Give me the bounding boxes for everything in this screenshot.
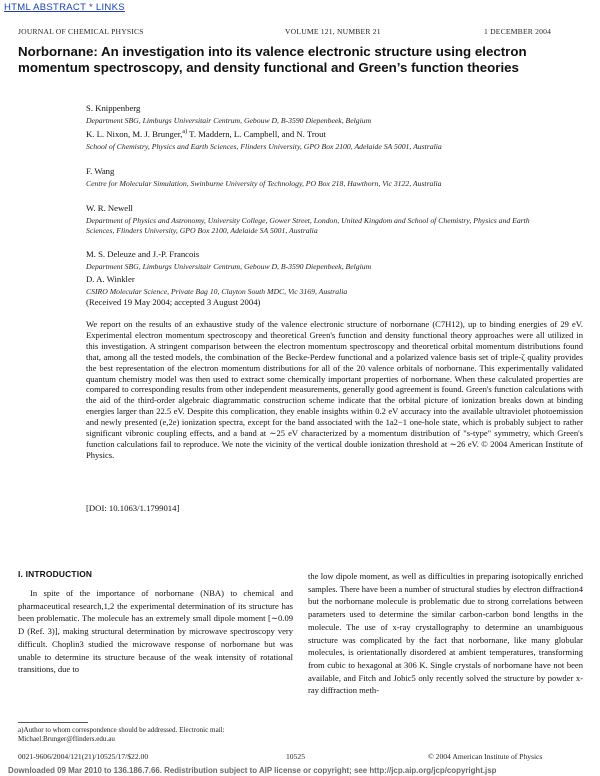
download-notice: Downloaded 09 Mar 2010 to 136.186.7.66. Redistribution subject to AIP license or copyright; see http://jcp.aip.org/jcp/copyright.jsp bbox=[8, 766, 497, 775]
author-line: F. Wang bbox=[86, 166, 115, 176]
intro-column-left: In spite of the importance of norbornane (NBA) to chemical and pharmaceutical research,1,2 the experimental determination of its structure has been problematic. The molecule has an extremely small dipole moment [∼0.09 D (Ref. 3)], making structural determination by microwave spectroscopy very difficult. Choplin3 studied the microwave response of norbornane but was unable to determine its structure because of the weak intensity of rotational transitions, due to bbox=[18, 588, 293, 675]
journal-name: JOURNAL OF CHEMICAL PHYSICS bbox=[18, 27, 144, 36]
doi[interactable]: [DOI: 10.1063/1.1799014] bbox=[86, 503, 180, 513]
footer-copyright: © 2004 American Institute of Physics bbox=[428, 752, 543, 761]
affiliation: School of Chemistry, Physics and Earth Sciences, Flinders University, GPO Box 2100, Adelaide SA 5001, Australia bbox=[86, 142, 442, 151]
footnote-divider bbox=[18, 722, 88, 723]
section-heading: I. INTRODUCTION bbox=[18, 569, 93, 579]
affiliation: Department of Physics and Astronomy, University College, Gower Street, London, United Kingdom and School of Chemistry, Physics and Earth Sciences, Flinders University, GPO Box 2100, Adelaide SA 5001, Australia bbox=[86, 216, 530, 235]
author-line bbox=[86, 129, 326, 139]
footer-issn: 0021-9606/2004/121(21)/10525/17/$22.00 bbox=[18, 752, 149, 761]
issue-date: 1 DECEMBER 2004 bbox=[484, 27, 552, 36]
html-abstract-links[interactable]: HTML ABSTRACT * LINKS bbox=[4, 2, 125, 13]
affiliation: Department SBG, Limburgs Universitair Centrum, Gebouw D, B-3590 Diepenbeek, Belgium bbox=[86, 116, 372, 125]
volume-number: VOLUME 121, NUMBER 21 bbox=[285, 27, 381, 36]
intro-column-right: the low dipole moment, as well as difficulties in preparing isotopically enriched samples. There have been a number of structural studies by electron diffraction4 but the norbornane molecule is problematic due to strong correlations between parameters used to determine the similar carbon-carbon bond lengths in the molecule. The use of x-ray crystallography to determine an unambiguous structure was complicated by the fact that norbornane, like many globular molecules, is orientationally disordered at ambient temperatures, transforming from cubic to hexagonal at 306 K. Single crystals of norbornane have not been available, and Fitch and Jobic5 only recently solved the structure by powder x-ray diffraction meth- bbox=[308, 571, 583, 696]
affiliation: Centre for Molecular Simulation, Swinburne University of Technology, PO Box 218, Hawthorn, Vic 3122, Australia bbox=[86, 179, 442, 188]
footnote: a)Author to whom correspondence should be addressed. Electronic mail: Michael.Brunger@flinders.edu.au bbox=[18, 726, 225, 743]
author-line: S. Knippenberg bbox=[86, 103, 141, 113]
author-names-part2: T. Maddern, L. Campbell, and N. Trout bbox=[187, 129, 326, 139]
affiliation: Department SBG, Limburgs Universitair Centrum, Gebouw D, B-3590 Diepenbeek, Belgium bbox=[86, 262, 372, 271]
author-names-part1: K. L. Nixon, M. J. Brunger, bbox=[86, 129, 183, 139]
affiliation: CSIRO Molecular Science, Private Bag 10, Clayton South MDC, Vic 3169, Australia bbox=[86, 287, 348, 296]
abstract-text: We report on the results of an exhaustive study of the valence electronic structure of norbornane (C7H12), up to binding energies of 29 eV. Experimental electron momentum spectroscopy and theoretical Green's function and density functional theory approaches were all utilized in this investigation. A stringent comparison between the electron momentum spectroscopy and theoretical orbital momentum distributions found that, among all the tested models, the combination of the Becke-Perdew functional and a polarized valence basis set of triple-ζ quality provides the best representation of the electron momentum distributions for all of the 20 valence orbitals of norbornane. This experimentally validated quantum chemistry model was then used to extract some chemically important properties of norbornane. When these calculated properties are compared to corresponding results from other independent measurements, generally good agreement is found. Green's function calculations with the aid of the third-order algebraic diagrammatic construction scheme indicate that the orbital picture of ionization breaks down at binding energies larger than 22.5 eV. Despite this complication, they enable insights within 0.2 eV accuracy into the available ultraviolet photoemission and newly presented (e,2e) ionization spectra, except for the band associated with the 1a2−1 one-hole state, which is probably subject to rather significant vibronic coupling effects, and a band at ∼25 eV characterized by a momentum distribution of "s-type" symmetry, which Green's function calculations fail to reproduce. We note the vicinity of the vertical double ionization threshold at ∼26 eV. © 2004 American Institute of Physics. bbox=[86, 319, 583, 460]
top-link-bar bbox=[0, 0, 600, 16]
footnote-mark[interactable]: a) bbox=[182, 129, 188, 136]
author-line: D. A. Winkler bbox=[86, 274, 135, 284]
author-line: M. S. Deleuze and J.-P. Francois bbox=[86, 249, 200, 259]
author-line: W. R. Newell bbox=[86, 203, 133, 213]
paper-title: Norbornane: An investigation into its valence electronic structure using electron momentum spectroscopy, and density functional and Green’s function theories bbox=[18, 44, 527, 75]
footer-page-number: 10525 bbox=[286, 752, 305, 761]
received-dates: (Received 19 May 2004; accepted 3 August 2004) bbox=[86, 297, 261, 307]
